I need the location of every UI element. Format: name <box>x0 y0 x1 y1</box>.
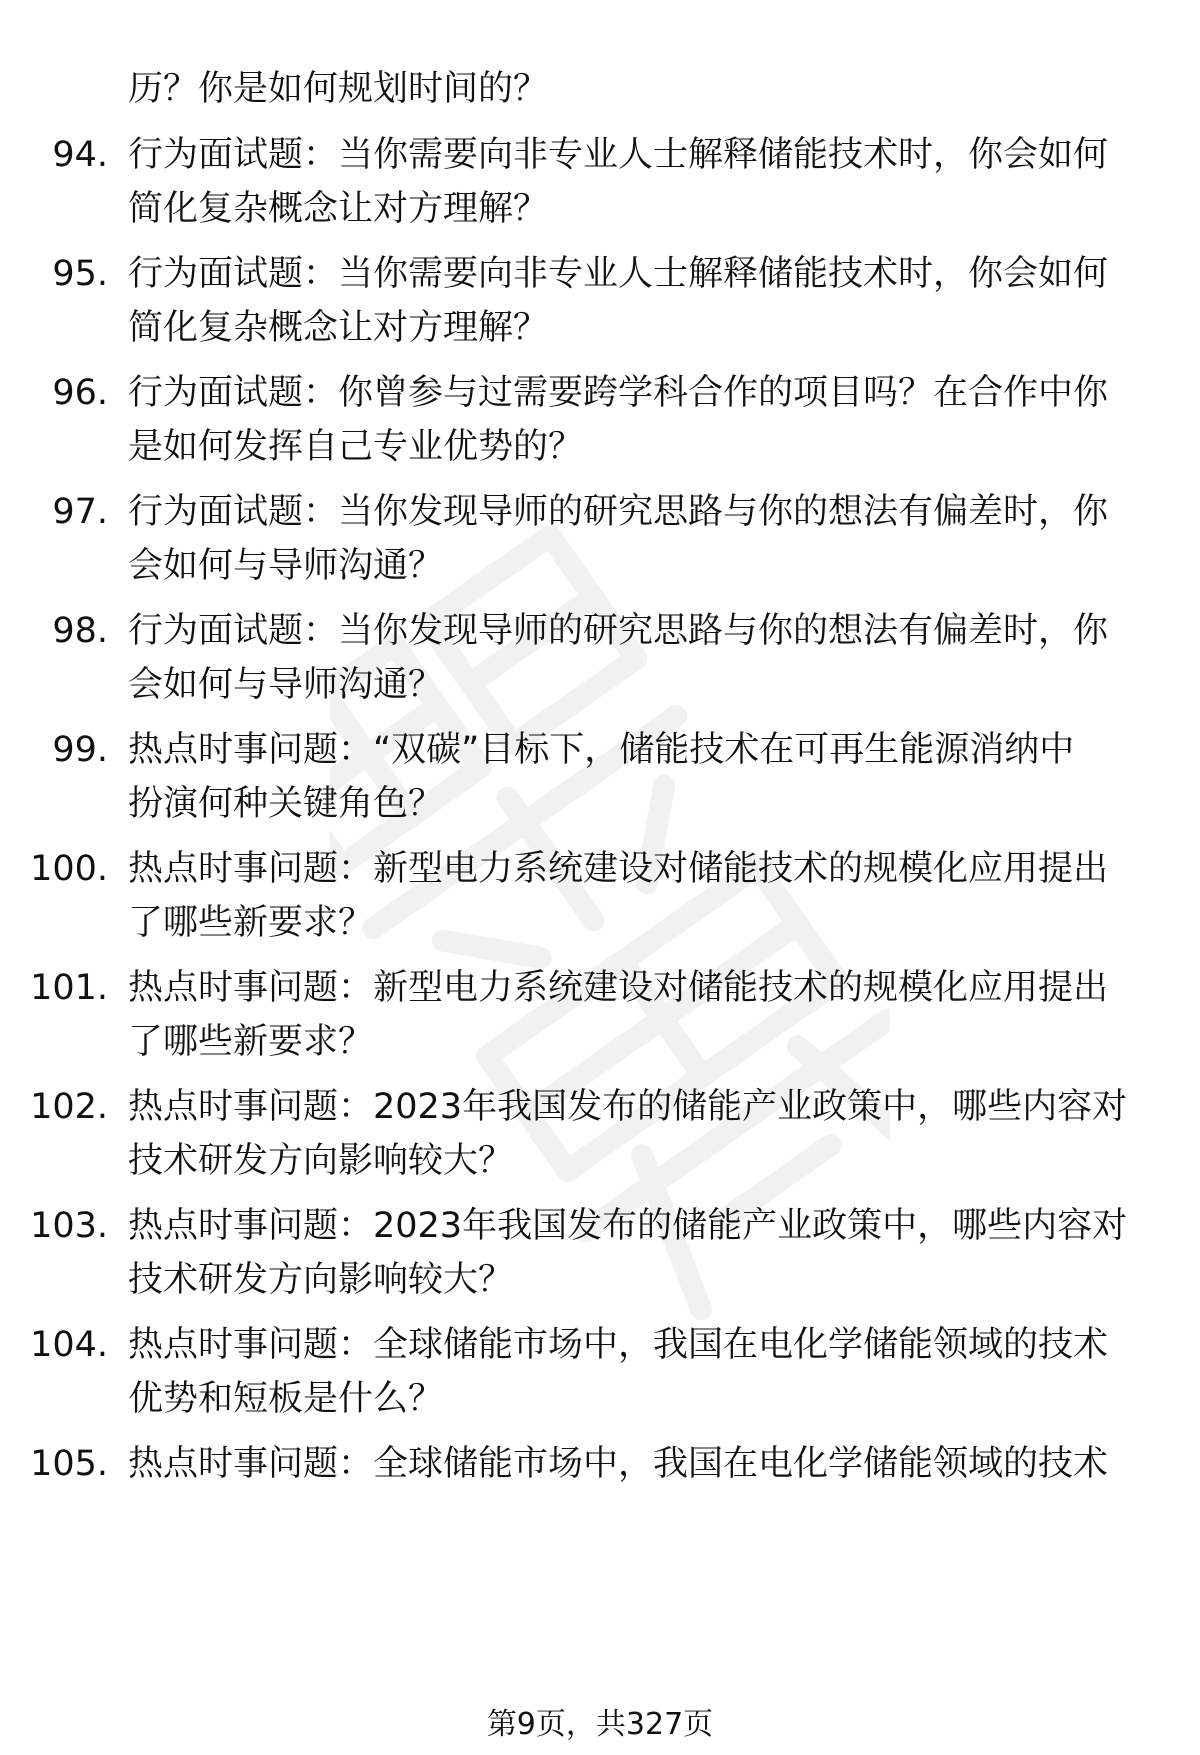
question-text <box>128 1437 1178 1491</box>
question-text-line: 会如何与导师沟通？ <box>128 665 444 705</box>
question-text <box>128 604 1178 712</box>
question-text-line: 热点时事问题：2023年我国发布的储能产业政策中，哪些内容对 <box>128 1206 1128 1246</box>
question-text-line: 行为面试题：当你需要向非专业人士解释储能技术时，你会如何 <box>128 135 1109 175</box>
question-number: 105. <box>30 1444 108 1484</box>
question-text-line: 热点时事问题：2023年我国发布的储能产业政策中，哪些内容对 <box>128 1087 1128 1127</box>
question-text-line: 是如何发挥自己专业优势的？ <box>128 427 584 467</box>
question-text <box>128 128 1178 236</box>
question-text <box>128 842 1178 950</box>
question-text <box>128 366 1178 474</box>
question-text-line: 优势和短板是什么？ <box>128 1379 444 1419</box>
question-text-line: 了哪些新要求？ <box>128 903 374 943</box>
question-text-line: 会如何与导师沟通？ <box>128 546 444 586</box>
question-text-line: 热点时事问题：全球储能市场中，我国在电化学储能领域的技术 <box>128 1444 1109 1484</box>
question-text-line: 热点时事问题：新型电力系统建设对储能技术的规模化应用提出 <box>128 968 1109 1008</box>
question-text <box>128 247 1178 355</box>
question-text <box>128 1080 1178 1188</box>
question-text-line: 简化复杂概念让对方理解？ <box>128 189 549 229</box>
continued-question-text: 历？你是如何规划时间的？ <box>128 69 549 109</box>
question-text-line: 热点时事问题：全球储能市场中，我国在电化学储能领域的技术 <box>128 1325 1109 1365</box>
question-number: 101. <box>30 968 108 1008</box>
question-text-line: 扮演何种关键角色？ <box>128 784 444 824</box>
question-text-line: 简化复杂概念让对方理解？ <box>128 308 549 348</box>
question-text-line: 热点时事问题：“双碳”目标下，储能技术在可再生能源消纳中 <box>128 730 1075 770</box>
question-number: 100. <box>30 849 108 889</box>
question-number: 98. <box>52 611 108 651</box>
question-text-line: 技术研发方向影响较大？ <box>128 1141 514 1181</box>
question-number: 104. <box>30 1325 108 1365</box>
question-number: 99. <box>52 730 108 770</box>
page-number-footer: 第9页，共327页 <box>486 1707 714 1742</box>
question-text <box>128 723 1178 831</box>
question-text-line: 行为面试题：当你发现导师的研究思路与你的想法有偏差时，你 <box>128 611 1109 651</box>
question-number: 102. <box>30 1087 108 1127</box>
question-text-line: 行为面试题：你曾参与过需要跨学科合作的项目吗？在合作中你 <box>128 373 1109 413</box>
question-number: 95. <box>52 254 108 294</box>
question-text-line: 行为面试题：当你发现导师的研究思路与你的想法有偏差时，你 <box>128 492 1109 532</box>
question-text-line: 热点时事问题：新型电力系统建设对储能技术的规模化应用提出 <box>128 849 1109 889</box>
question-text-line: 了哪些新要求？ <box>128 1022 374 1062</box>
question-number: 94. <box>52 135 108 175</box>
question-number: 97. <box>52 492 108 532</box>
question-text <box>128 1318 1178 1426</box>
question-text-line: 行为面试题：当你需要向非专业人士解释储能技术时，你会如何 <box>128 254 1109 294</box>
question-number: 103. <box>30 1206 108 1246</box>
question-text <box>128 1199 1178 1307</box>
question-text <box>128 485 1178 593</box>
question-text-line: 技术研发方向影响较大？ <box>128 1260 514 1300</box>
question-text <box>128 961 1178 1069</box>
question-number: 96. <box>52 373 108 413</box>
